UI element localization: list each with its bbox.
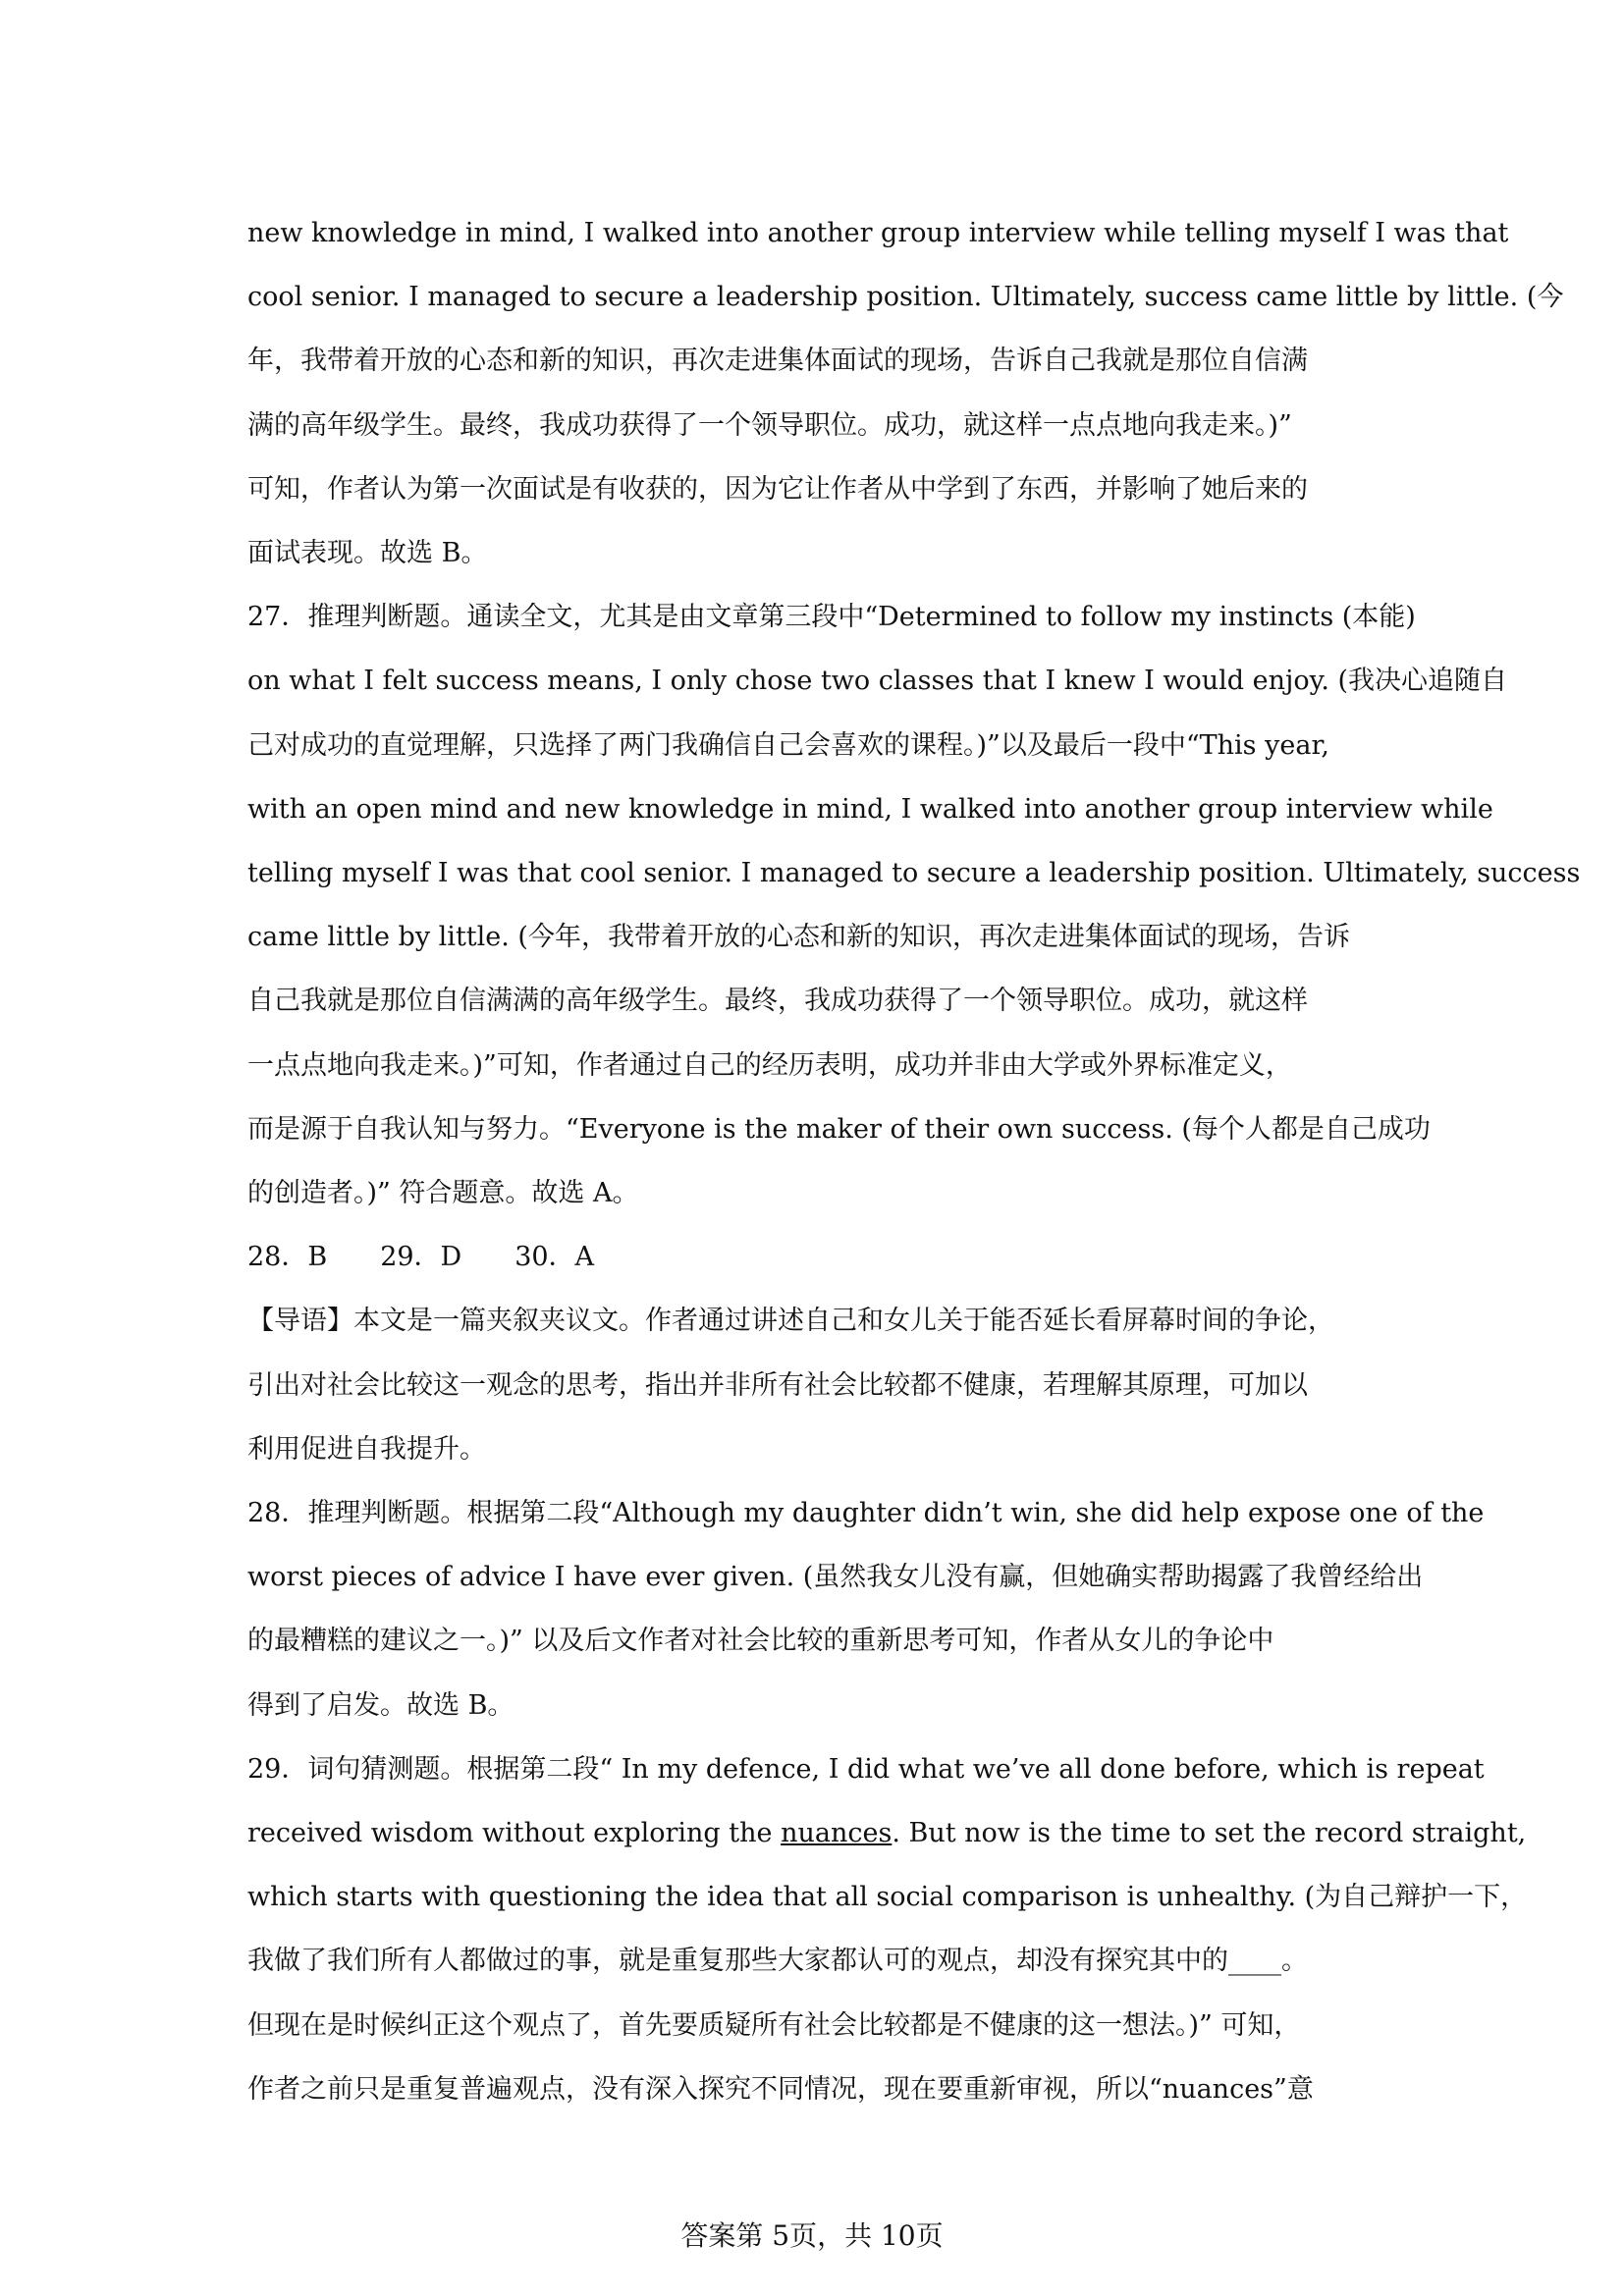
- text-line: 27．推理判断题。通读全文，尤其是由文章第三段中“Determined to follow my instincts (本能): [247, 602, 1416, 633]
- text-line: 利用促进自我提升。: [247, 1433, 486, 1465]
- text-line: received wisdom without exploring the nuances. But now is the time to set the record straight,: [247, 1818, 1527, 1848]
- text-line: 年，我带着开放的心态和新的知识，再次走进集体面试的现场，告诉自己我就是那位自信满: [247, 346, 1308, 377]
- text-line: 得到了启发。故选 B。: [247, 1689, 514, 1721]
- text-line: new knowledge in mind, I walked into another group interview while telling myself I was that: [247, 218, 1509, 248]
- text-line: 我做了我们所有人都做过的事，就是重复那些大家都认可的观点，却没有探究其中的____。: [247, 1946, 1308, 1977]
- page-footer: 答案第 5页，共 10页: [680, 2219, 944, 2252]
- text-line: came little by little. (今年，我带着开放的心态和新的知识，再次走进集体面试的现场，告诉: [247, 922, 1350, 953]
- text-line: 28．推理判断题。根据第二段“Although my daughter didn’t win, she did help expose one of the: [247, 1498, 1485, 1528]
- text-line: 作者之前只是重复普遍观点，没有深入探究不同情况，现在要重新审视，所以“nuances”意: [247, 2073, 1314, 2105]
- text-line: which starts with questioning the idea that all social comparison is unhealthy. (为自己辩护一下，: [247, 1882, 1528, 1913]
- text-line: with an open mind and new knowledge in mind, I walked into another group interview while: [247, 793, 1493, 825]
- text-line: 一点点地向我走来。)”可知，作者通过自己的经历表明，成功并非由大学或外界标准定义，: [247, 1049, 1292, 1081]
- underlined-word: nuances: [781, 1818, 893, 1848]
- text-line: 但现在是时候纠正这个观点了，首先要质疑所有社会比较都是不健康的这一想法。)” 可知，: [247, 2009, 1301, 2041]
- text-line: 【导语】本文是一篇夹叙夹议文。作者通过讲述自己和女儿关于能否延长看屏幕时间的争论，: [247, 1306, 1334, 1337]
- text-line: 28．B 29．D 30．A: [247, 1242, 595, 1273]
- text-line: on what I felt success means, I only chose two classes that I knew I would enjoy. (我决心追随自: [247, 666, 1508, 697]
- text-line: 己对成功的直觉理解，只选择了两门我确信自己会喜欢的课程。)”以及最后一段中“This year,: [247, 729, 1329, 761]
- text-line: 的最糟糕的建议之一。)” 以及后文作者对社会比较的重新思考可知，作者从女儿的争论中: [247, 1626, 1274, 1657]
- text-line: 29．词句猜测题。根据第二段“ In my defence, I did what we’ve all done before, which is repeat: [247, 1753, 1485, 1785]
- text-line: 面试表现。故选 B。: [247, 538, 488, 568]
- text-line: worst pieces of advice I have ever given. (虽然我女儿没有赢，但她确实帮助揭露了我曾经给出: [247, 1562, 1424, 1593]
- text-line: 引出对社会比较这一观念的思考，指出并非所有社会比较都不健康，若理解其原理，可加以: [247, 1369, 1308, 1401]
- text-line: 可知，作者认为第一次面试是有收获的，因为它让作者从中学到了东西，并影响了她后来的: [247, 473, 1308, 505]
- text-line: 而是源于自我认知与努力。“Everyone is the maker of their own success. (每个人都是自己成功: [247, 1113, 1431, 1145]
- text-line: 的创造者。)” 符合题意。故选 A。: [247, 1178, 639, 1208]
- text-line: 满的高年级学生。最终，我成功获得了一个领导职位。成功，就这样一点点地向我走来。)”: [247, 409, 1292, 441]
- text-line: cool senior. I managed to secure a leadership position. Ultimately, success came little by little. (今: [247, 282, 1564, 313]
- text-line: telling myself I was that cool senior. I managed to secure a leadership position. Ultimately, success: [247, 858, 1581, 888]
- text-line: 自己我就是那位自信满满的高年级学生。最终，我成功获得了一个领导职位。成功，就这样: [247, 986, 1308, 1017]
